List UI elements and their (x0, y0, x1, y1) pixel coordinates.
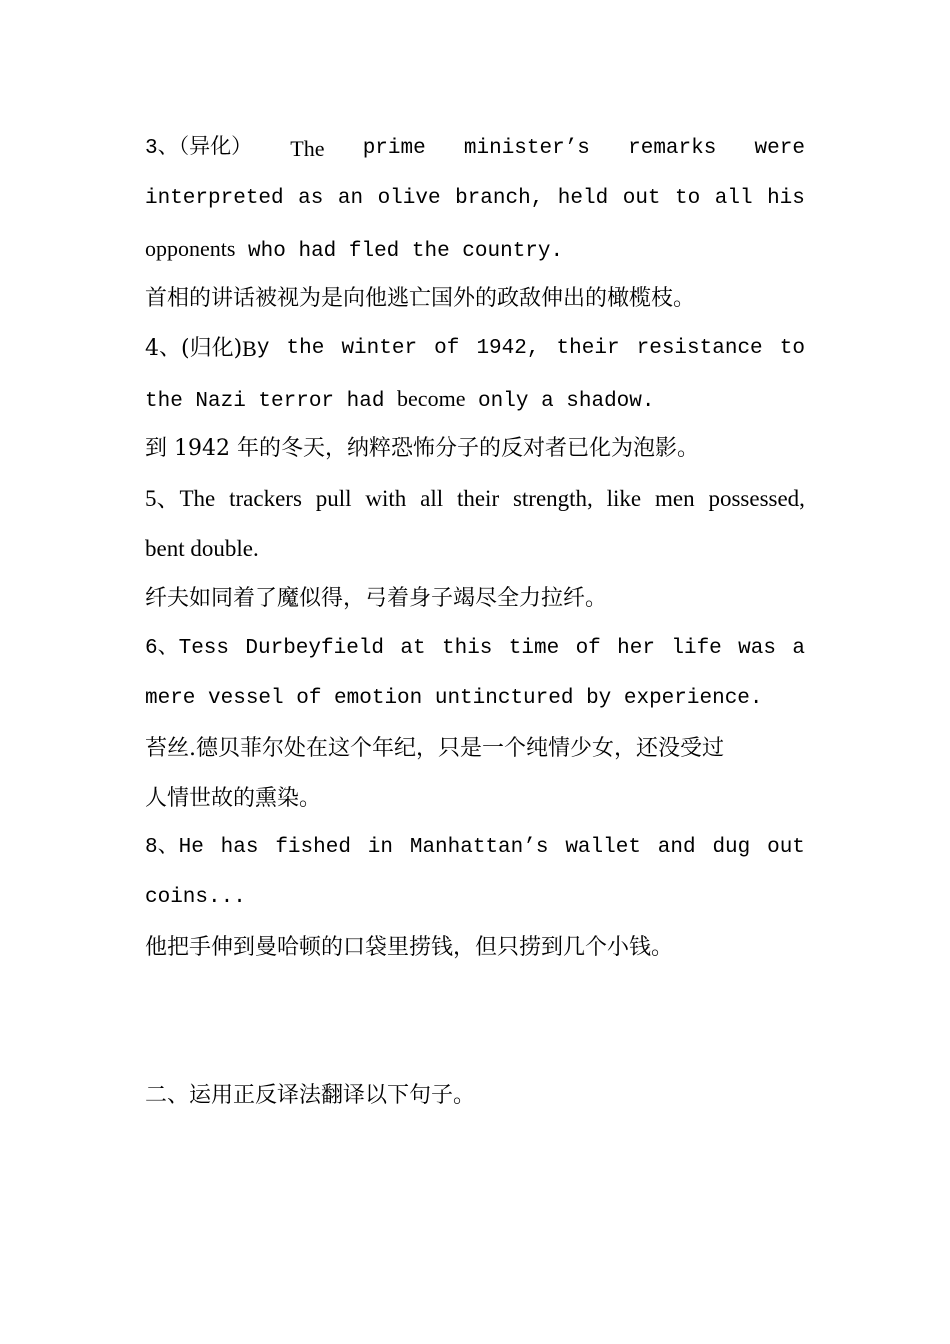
s8-word: wallet (565, 836, 641, 859)
s5-word: with (365, 486, 407, 511)
s8-word: in (367, 836, 393, 859)
s6-word: her (617, 637, 655, 660)
s6-word: a (792, 637, 805, 660)
s4-line2-a: the Nazi terror had (145, 390, 398, 413)
s5-word: possessed, (708, 486, 805, 511)
s3-word: olive (377, 187, 441, 210)
s4-word: y (256, 337, 270, 360)
s3-line1 (145, 132, 805, 166)
s6-line1 (145, 632, 805, 666)
s3-word: minister’s (463, 137, 590, 160)
s3-line3-rest: who had fled the country. (235, 240, 564, 263)
s4-word: to (779, 337, 805, 360)
s3-word: as (298, 187, 324, 210)
s4-word: 1942, (476, 337, 540, 360)
s5-word: men (655, 486, 695, 511)
s6-word: Durbeyfield (245, 637, 385, 660)
s3-word: all (714, 187, 753, 210)
s4-word-become: become (397, 386, 466, 411)
s3-line2 (145, 182, 805, 216)
s4-word: the (286, 337, 325, 360)
s5-word: strength, (512, 486, 593, 511)
s3-word: to (675, 187, 701, 210)
s4-word: resistance (636, 337, 763, 360)
s3-word: interpreted (145, 187, 284, 210)
section-2-heading: 二、运用正反译法翻译以下句子。 (145, 1083, 476, 1108)
s5-line2: bent double. (145, 536, 259, 561)
s6-word: was (738, 637, 776, 660)
s8-word: Manhattan’s (409, 836, 549, 859)
s4-line2-b: only a shadow. (465, 390, 655, 413)
s3-word: remarks (628, 137, 717, 160)
s3-line3 (145, 232, 805, 266)
s4-word: winter (341, 337, 418, 360)
s4-line1-words (257, 332, 805, 366)
s8-word: 8、He (145, 836, 204, 859)
s4-line2 (145, 382, 805, 416)
s3-word: his (767, 187, 805, 210)
s6-translation-line1: 苔丝.德贝菲尔处在这个年纪，只是一个纯情少女，还没受过 (145, 736, 724, 761)
s5-translation: 纤夫如同着了魔似得，弓着身子竭尽全力拉纤。 (145, 586, 608, 611)
s6-word: life (671, 637, 722, 660)
s4-word: their (556, 337, 620, 360)
s6-word: at (400, 637, 426, 660)
s3-word: an (337, 187, 364, 210)
s5-word: like (606, 486, 642, 511)
s4-translation: 到 1942 年的冬天，纳粹恐怖分子的反对者已化为泡影。 (145, 436, 699, 461)
s3-word: were (754, 137, 805, 160)
s3-word: branch, (455, 187, 544, 210)
s6-line2: mere vessel of emotion untinctured by experience. (145, 687, 763, 710)
s5-word: all (420, 486, 444, 511)
s6-translation-line2: 人情世故的熏染。 (145, 786, 322, 811)
s3-word: out (622, 187, 661, 210)
s8-word: fished (275, 836, 351, 859)
s5-word: pull (315, 486, 352, 511)
s6-word: of (575, 637, 601, 660)
s4-initial: B (242, 336, 257, 361)
s8-translation: 他把手伸到曼哈顿的口袋里捞钱，但只捞到几个小钱。 (145, 935, 674, 960)
s5-word: their (456, 486, 500, 511)
s6-word: time (508, 637, 560, 660)
s3-word: 3、（异化） (145, 137, 253, 160)
s3-word-opponents: opponents (145, 236, 236, 261)
s3-word: held (557, 187, 609, 210)
s4-word: of (434, 337, 460, 360)
s5-word: trackers (229, 486, 302, 511)
s4-line1 (145, 332, 805, 366)
s8-word: and (657, 836, 696, 859)
s8-line1 (145, 831, 805, 865)
s3-word: prime (362, 137, 426, 160)
s8-word: has (220, 836, 259, 859)
s8-word: out (767, 836, 805, 859)
s4-prefix: 4、(归化) (145, 336, 243, 361)
s5-line1 (145, 482, 805, 516)
s3-translation: 首相的讲话被视为是向他逃亡国外的政敌伸出的橄榄枝。 (145, 286, 696, 311)
s8-word: dug (712, 836, 751, 859)
s3-word: The (290, 136, 325, 161)
s8-line2: coins... (145, 886, 246, 909)
s6-word: this (441, 637, 493, 660)
s6-word: 6、Tess (145, 637, 230, 660)
s5-word: 5、The (145, 486, 216, 511)
